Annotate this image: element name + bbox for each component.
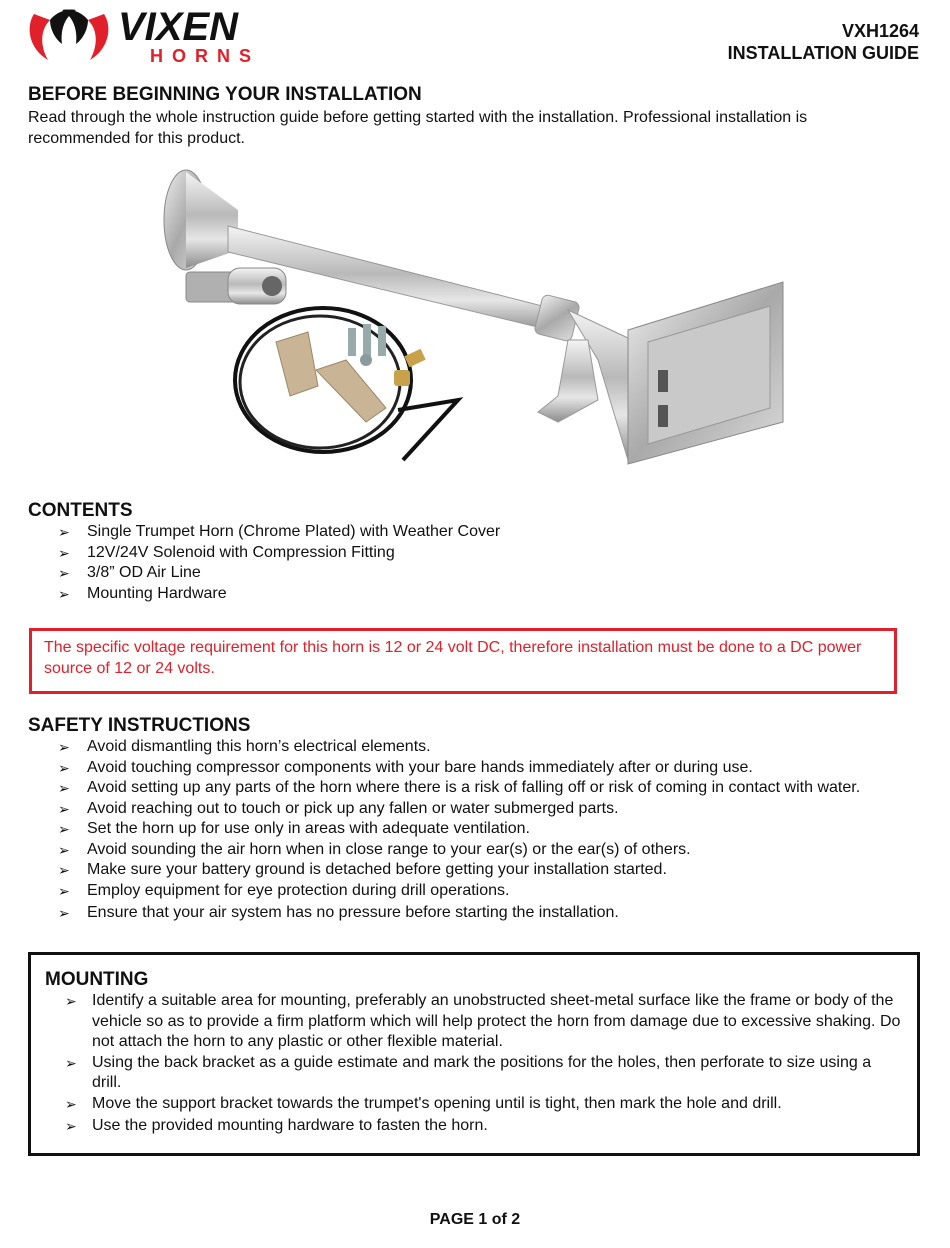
arrow-bullet-icon: ➢	[58, 524, 70, 540]
document-header	[728, 20, 919, 64]
list-item: ➢ Avoid touching compressor components with your bare hands immediately after or during use.	[28, 758, 928, 779]
arrow-bullet-icon: ➢	[58, 821, 70, 837]
list-item: ➢ Employ equipment for eye protection during drill operations.	[28, 881, 928, 902]
contents-heading: CONTENTS	[28, 500, 133, 521]
arrow-bullet-icon: ➢	[58, 739, 70, 755]
arrow-bullet-icon: ➢	[58, 585, 70, 602]
vixen-horns-logo	[26, 0, 286, 68]
arrow-bullet-icon: ➢	[58, 841, 70, 858]
page-number: PAGE 1 of 2	[429, 1211, 521, 1228]
list-item: ➢ Mounting Hardware	[28, 584, 908, 605]
mounting-list	[31, 991, 901, 1137]
arrow-bullet-icon: ➢	[58, 565, 70, 581]
list-item: ➢ Avoid reaching out to touch or pick up any fallen or water submerged parts.	[28, 799, 928, 820]
arrow-bullet-icon: ➢	[58, 882, 70, 899]
product-image	[158, 160, 798, 490]
list-item: ➢ Ensure that your air system has no pressure before starting the installation.	[28, 903, 928, 924]
list-item: ➢ Using the back bracket as a guide estimate and mark the positions for the holes, then perforate to size using a drill.	[65, 1053, 872, 1091]
list-item: ➢ 3/8” OD Air Line	[28, 563, 908, 584]
intro-text: Read through the whole instruction guide before getting started with the installation. Professional installation is recommended for this product.	[28, 109, 808, 147]
logo-text-vixen: VIXEN	[118, 5, 239, 49]
contents-section	[28, 500, 908, 604]
arrow-bullet-icon: ➢	[58, 905, 70, 921]
model-number: VXH1264	[841, 21, 919, 41]
voltage-warning-box	[29, 628, 897, 694]
list-item: ➢ Single Trumpet Horn (Chrome Plated) with Weather Cover	[28, 522, 908, 543]
intro-section	[28, 84, 908, 149]
safety-list	[28, 737, 928, 924]
contents-list	[28, 522, 908, 604]
list-item: ➢ Set the horn up for use only in areas with adequate ventilation.	[28, 819, 928, 840]
list-item: ➢ Make sure your battery ground is detached before getting your installation started.	[28, 860, 928, 881]
arrow-bullet-icon: ➢	[58, 759, 70, 776]
list-item: ➢ 12V/24V Solenoid with Compression Fitting	[28, 543, 908, 564]
mounting-heading: MOUNTING	[45, 969, 149, 990]
safety-heading: SAFETY INSTRUCTIONS	[28, 715, 251, 736]
arrow-bullet-icon: ➢	[65, 1054, 77, 1071]
arrow-bullet-icon: ➢	[65, 1095, 77, 1112]
arrow-bullet-icon: ➢	[58, 800, 70, 817]
list-item: ➢ Avoid dismantling this horn’s electrical elements.	[28, 737, 928, 758]
arrow-bullet-icon: ➢	[58, 862, 70, 878]
logo-text-horns: HORNS	[150, 46, 261, 66]
voltage-warning-text: The specific voltage requirement for this horn is 12 or 24 volt DC, therefore installation must be done to a DC power source of 12 or 24 volts.	[44, 639, 862, 677]
arrow-bullet-icon: ➢	[65, 1118, 77, 1134]
mounting-box	[28, 952, 920, 1156]
arrow-bullet-icon: ➢	[58, 780, 70, 796]
document-title: INSTALLATION GUIDE	[727, 43, 919, 63]
list-item: ➢ Move the support bracket towards the trumpet's opening until is tight, then mark the hole and drill.	[31, 1094, 901, 1115]
intro-heading: BEFORE BEGINNING YOUR INSTALLATION	[28, 84, 422, 105]
arrow-bullet-icon: ➢	[58, 544, 70, 561]
list-item: ➢ Avoid setting up any parts of the horn where there is a risk of falling off or risk of coming in contact with water.	[28, 778, 928, 799]
list-item: ➢ Use the provided mounting hardware to fasten the horn.	[31, 1116, 901, 1137]
list-item: ➢ Identify a suitable area for mounting, preferably an unobstructed sheet-metal surface like the frame or body of the vehicle so as to provide a firm platform which will help protect the horn from damage due to excessive shaking. Do not attach the horn to any plastic or other flexible material.	[65, 992, 901, 1050]
safety-section	[28, 715, 928, 924]
list-item: ➢ Avoid sounding the air horn when in close range to your ear(s) or the ear(s) of others.	[28, 840, 928, 861]
arrow-bullet-icon: ➢	[65, 993, 77, 1009]
